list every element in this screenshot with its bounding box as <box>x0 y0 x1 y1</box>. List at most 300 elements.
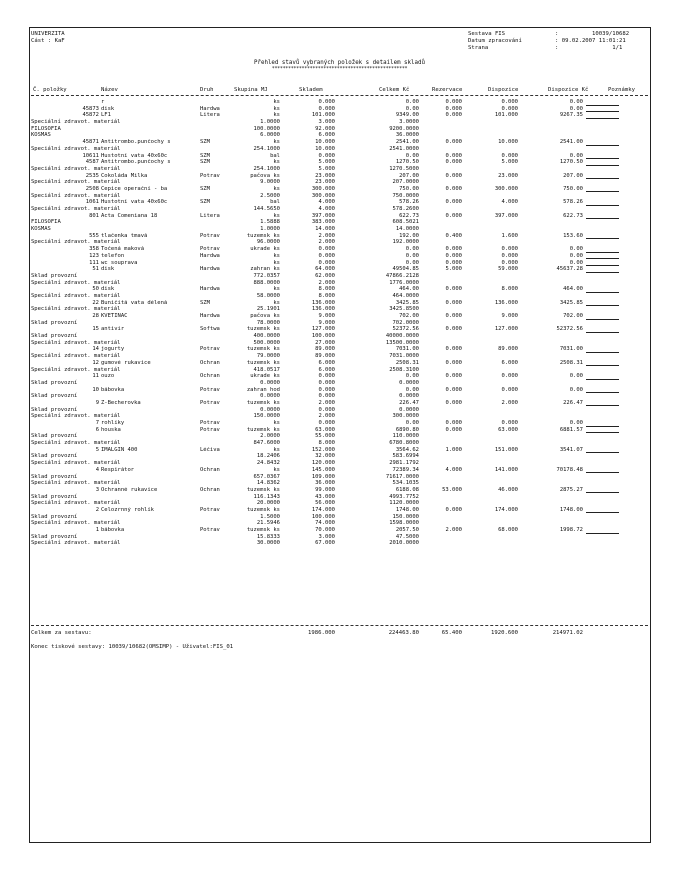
table-row <box>31 213 648 220</box>
row-celkem: 47866.2128 <box>385 272 419 279</box>
row-druh: Potrav <box>200 426 220 433</box>
table-row <box>31 199 648 206</box>
row-skladem: 136.000 <box>311 299 335 306</box>
row-celkem: 4993.7752 <box>389 493 419 500</box>
row-celkem: 1270.5000 <box>389 165 419 172</box>
row-skupina: 2.5000 <box>260 192 280 199</box>
row-skladem: 0.000 <box>318 252 335 259</box>
row-skladem: 23.000 <box>315 172 335 179</box>
row-skupina: 254.1000 <box>253 145 280 152</box>
row-code: 3 <box>95 486 99 493</box>
row-celkem: 0.00 <box>405 420 419 426</box>
total-dispozice-kc: 214971.02 <box>552 630 583 636</box>
row-skladem: 397.000 <box>311 212 335 219</box>
row-rezervace: 0.000 <box>445 139 462 146</box>
row-dispozice-kc: 70178.48 <box>556 466 583 473</box>
row-dispozice: 0.000 <box>501 386 518 393</box>
table-subrow <box>31 407 648 414</box>
table-row <box>31 112 648 119</box>
row-dispozice: 0.000 <box>501 152 518 159</box>
row-dispozice: 0.000 <box>501 259 518 266</box>
table-subrow <box>31 413 648 420</box>
row-name: Z-Becherovka <box>101 399 141 406</box>
row-skupina: ks <box>273 252 280 259</box>
row-skupina: tuzemsk ks <box>246 527 280 533</box>
row-skupina: 58.0000 <box>256 292 280 299</box>
row-skupina: ukrade ks <box>250 373 280 380</box>
row-note-line <box>586 233 619 240</box>
row-code: Speciální zdravot. materiál <box>31 239 121 246</box>
row-skladem: 64.000 <box>315 266 335 273</box>
row-skupina: 15.8333 <box>256 533 280 540</box>
row-code: 22 <box>92 299 99 306</box>
row-skupina: 96.0000 <box>256 239 280 246</box>
row-druh: SZM <box>200 159 210 166</box>
row-code: Sklad provozní <box>31 433 78 440</box>
row-dispozice: 0.000 <box>501 105 518 112</box>
table-subrow <box>31 166 648 173</box>
row-celkem: 40000.0000 <box>385 333 419 340</box>
row-druh: Hardwa <box>200 266 220 273</box>
row-dispozice: 10.000 <box>498 139 518 146</box>
row-rezervace: 0.000 <box>445 506 462 513</box>
row-note-line <box>586 360 619 367</box>
row-skupina: zahran ks <box>250 266 280 273</box>
row-celkem: 9349.00 <box>395 112 419 119</box>
table-subrow <box>31 520 648 527</box>
row-name: Buničitá vata délená <box>101 299 168 306</box>
row-skladem: 32.000 <box>315 453 335 460</box>
table-row <box>31 286 648 293</box>
row-celkem: 750.0000 <box>392 192 419 199</box>
row-skupina: 888.0000 <box>253 279 280 286</box>
row-dispozice-kc: 578.26 <box>563 199 583 206</box>
table-subrow <box>31 460 648 467</box>
row-skladem: 2.000 <box>318 279 335 286</box>
row-skladem: 109.000 <box>311 473 335 480</box>
row-skupina: ks <box>273 212 280 219</box>
table-subrow <box>31 306 648 313</box>
part-label: Cást : KaF <box>31 38 65 44</box>
row-note-line <box>586 153 619 160</box>
row-skupina: 79.0000 <box>256 353 280 360</box>
table-subrow <box>31 293 648 300</box>
row-dispozice-kc: 0.00 <box>569 420 583 426</box>
row-note-line <box>586 447 619 454</box>
row-name: disk <box>101 105 115 112</box>
row-skupina: 0.0000 <box>260 379 280 386</box>
row-note-line <box>586 139 619 146</box>
row-dispozice-kc: 464.00 <box>563 286 583 293</box>
row-skladem: 2.000 <box>318 239 335 246</box>
row-skladem: 120.000 <box>311 460 335 467</box>
strana-value: : 1/1 <box>555 45 623 51</box>
row-name: antivir <box>101 326 125 333</box>
row-skladem: 2.000 <box>318 232 335 239</box>
row-druh: Ochran <box>200 466 220 473</box>
row-code: 111 <box>89 259 99 266</box>
row-skladem: 383.000 <box>311 219 335 226</box>
row-dispozice: 151.000 <box>494 446 518 453</box>
row-celkem: 578.26 <box>399 199 419 206</box>
row-code: Speciální zdravot. materiál <box>31 145 121 152</box>
row-skupina: 1.0000 <box>260 226 280 233</box>
row-rezervace: 0.000 <box>445 212 462 219</box>
row-skladem: 0.000 <box>318 99 335 105</box>
row-dispozice-kc: 2508.31 <box>559 359 583 366</box>
row-name: IMALGIN 400 <box>101 446 138 453</box>
row-skupina: ks <box>273 159 280 166</box>
sestava-label: Sestava FIS <box>468 31 506 37</box>
row-rezervace: 0.000 <box>445 246 462 253</box>
row-rezervace: 0.000 <box>445 105 462 112</box>
row-code: Speciální zdravot. materiál <box>31 279 121 286</box>
row-note-line <box>586 400 619 407</box>
row-celkem: 2541.00 <box>395 139 419 146</box>
row-dispozice-kc: 750.00 <box>563 185 583 192</box>
row-celkem: 702.00 <box>399 313 419 319</box>
row-celkem: 608.5021 <box>392 219 419 226</box>
column-header-row <box>31 86 648 94</box>
table-subrow <box>31 146 648 153</box>
row-note-line <box>586 159 619 166</box>
row-skladem: 6.000 <box>318 359 335 366</box>
row-note-line <box>586 427 619 434</box>
row-dispozice-kc: 3541.07 <box>559 446 583 453</box>
row-druh: Litera <box>200 212 220 219</box>
table-row <box>31 487 648 494</box>
sestava-value: : 10039/10682 <box>555 31 630 37</box>
row-dispozice-kc: 7031.00 <box>559 346 583 353</box>
row-dispozice: 0.000 <box>501 252 518 259</box>
row-note-line <box>586 387 619 394</box>
row-name: Točená maková <box>101 246 145 253</box>
row-dispozice: 0.000 <box>501 246 518 253</box>
row-skladem: 0.000 <box>318 379 335 386</box>
table-subrow <box>31 453 648 460</box>
row-note-line <box>586 326 619 333</box>
row-code: 2508 <box>85 185 99 192</box>
row-skupina: 2.0000 <box>260 433 280 440</box>
table-subrow <box>31 119 648 126</box>
row-dispozice-kc: 0.00 <box>569 259 583 266</box>
row-name: ouzo <box>101 373 115 380</box>
row-skupina: 6.0000 <box>260 132 280 139</box>
row-note-line <box>586 253 619 260</box>
row-skupina: 1.5888 <box>260 219 280 226</box>
table-subrow <box>31 333 648 340</box>
row-code: FILOSOFIA <box>31 125 61 132</box>
row-rezervace: 2.000 <box>445 527 462 533</box>
row-celkem: 750.00 <box>399 185 419 192</box>
row-skupina: 9.0000 <box>260 179 280 186</box>
row-code: 15 <box>92 326 99 333</box>
row-skupina: 772.0357 <box>253 272 280 279</box>
row-code: Speciální zdravot. materiál <box>31 460 121 467</box>
row-celkem: 110.0000 <box>392 433 419 440</box>
row-skupina: 847.6000 <box>253 440 280 447</box>
row-skladem: 89.000 <box>315 353 335 360</box>
row-code: Speciální zdravot. materiál <box>31 179 121 186</box>
row-name: houska <box>101 426 121 433</box>
row-celkem: 0.0000 <box>399 379 419 386</box>
row-skupina: tuzemsk ks <box>246 232 280 239</box>
row-skupina: ks <box>273 185 280 192</box>
row-celkem: 52372.56 <box>392 326 419 333</box>
table-subrow <box>31 226 648 233</box>
row-code: 45871 <box>82 139 99 146</box>
row-skupina: tuzemsk ks <box>246 426 280 433</box>
total-dispozice: 1920.600 <box>491 630 518 636</box>
total-celkem: 224463.80 <box>388 630 419 636</box>
row-celkem: 702.0000 <box>392 319 419 326</box>
row-celkem: 2508.3100 <box>389 366 419 373</box>
row-celkem: 583.6994 <box>392 453 419 460</box>
report-title-underline: ************************************************** <box>271 66 408 72</box>
row-skupina: ks <box>273 446 280 453</box>
row-skladem: 6.000 <box>318 132 335 139</box>
row-code: Speciální zdravot. materiál <box>31 413 121 420</box>
row-code: KOSMAS <box>31 226 51 233</box>
table-row <box>31 420 648 427</box>
row-celkem: 2508.31 <box>395 359 419 366</box>
row-skupina: pačova ks <box>250 313 280 319</box>
row-skladem: 4.000 <box>318 206 335 212</box>
row-note-line <box>586 186 619 193</box>
row-druh: Léčiva <box>200 446 220 453</box>
row-celkem: 207.0000 <box>392 179 419 186</box>
row-skladem: 0.000 <box>318 105 335 112</box>
row-skladem: 0.000 <box>318 420 335 426</box>
row-skladem: 70.000 <box>315 527 335 533</box>
row-code: 123 <box>89 252 99 259</box>
table-subrow <box>31 219 648 226</box>
row-note-line <box>586 260 619 267</box>
row-skladem: 6.000 <box>318 366 335 373</box>
row-skupina: 100.0000 <box>253 125 280 132</box>
row-name: gumové rukavice <box>101 359 151 366</box>
datum-value: : 09.02.2007 11:01:21 <box>555 38 626 44</box>
row-druh: SZM <box>200 139 210 146</box>
row-celkem: 2981.1792 <box>389 460 419 467</box>
row-druh: Hardwa <box>200 105 220 112</box>
report-table <box>31 99 648 547</box>
row-celkem: 0.00 <box>405 386 419 393</box>
row-dispozice: 101.000 <box>494 112 518 119</box>
row-skladem: 36.000 <box>315 480 335 487</box>
row-dispozice-kc: 0.00 <box>569 373 583 380</box>
row-dispozice: 136.000 <box>494 299 518 306</box>
col-druh: Druh <box>200 87 214 93</box>
row-skladem: 56.000 <box>315 500 335 507</box>
row-code: Sklad provozní <box>31 473 78 480</box>
row-note-line <box>586 199 619 206</box>
total-row <box>31 629 648 637</box>
row-skladem: 0.000 <box>318 406 335 413</box>
row-skladem: 92.000 <box>315 125 335 132</box>
row-code: Sklad provozní <box>31 513 78 520</box>
row-code: Speciální zdravot. materiál <box>31 292 121 299</box>
row-rezervace: 53.000 <box>442 486 462 493</box>
row-name: r <box>101 99 105 105</box>
row-code: 14 <box>92 346 99 353</box>
row-celkem: 13500.0000 <box>385 339 419 346</box>
row-name: LF1 <box>101 112 111 119</box>
row-skupina: ks <box>273 466 280 473</box>
row-druh: Potrav <box>200 346 220 353</box>
row-celkem: 0.00 <box>405 373 419 380</box>
row-celkem: 0.0000 <box>399 406 419 413</box>
row-skladem: 27.000 <box>315 339 335 346</box>
total-skladem: 1986.000 <box>308 630 335 636</box>
row-druh: SZM <box>200 299 210 306</box>
table-row <box>31 139 648 146</box>
row-dispozice-kc: 9267.35 <box>559 112 583 119</box>
row-code: Speciální zdravot. materiál <box>31 339 121 346</box>
row-skladem: 99.000 <box>315 486 335 493</box>
table-subrow <box>31 540 648 547</box>
row-dispozice-kc: 0.00 <box>569 386 583 393</box>
total-rule <box>31 625 648 626</box>
row-dispozice-kc: 153.60 <box>563 232 583 239</box>
table-row <box>31 373 648 380</box>
row-dispozice-kc: 2541.00 <box>559 139 583 146</box>
table-row <box>31 159 648 166</box>
row-celkem: 578.2600 <box>392 206 419 212</box>
row-dispozice-kc: 52372.56 <box>556 326 583 333</box>
table-row <box>31 387 648 394</box>
row-code: Sklad provozní <box>31 406 78 413</box>
row-celkem: 36.0000 <box>395 132 419 139</box>
table-subrow <box>31 534 648 541</box>
row-celkem: 14.0000 <box>395 226 419 233</box>
table-row <box>31 326 648 333</box>
table-subrow <box>31 500 648 507</box>
row-skladem: 0.000 <box>318 373 335 380</box>
row-skladem: 0.000 <box>318 152 335 159</box>
row-dispozice-kc: 622.73 <box>563 212 583 219</box>
row-skladem: 4.000 <box>318 199 335 206</box>
row-celkem: 464.0000 <box>392 292 419 299</box>
row-code: Sklad provozní <box>31 319 78 326</box>
row-code: Speciální zdravot. materiál <box>31 540 121 547</box>
row-rezervace: 0.000 <box>445 259 462 266</box>
row-skupina: 0.0000 <box>260 406 280 413</box>
table-row <box>31 507 648 514</box>
row-rezervace: 0.000 <box>445 159 462 166</box>
row-skupina: tuzemsk ks <box>246 359 280 366</box>
row-skladem: 9.000 <box>318 313 335 319</box>
row-dispozice: 4.000 <box>501 199 518 206</box>
row-skupina: ks <box>273 99 280 105</box>
row-dispozice-kc: 2875.27 <box>559 486 583 493</box>
row-rezervace: 0.000 <box>445 386 462 393</box>
table-row <box>31 99 648 106</box>
total-label: Celkem za sestavu: <box>31 630 92 636</box>
row-dispozice: 127.000 <box>494 326 518 333</box>
row-skupina: ks <box>273 420 280 426</box>
row-code: 51 <box>92 266 99 273</box>
row-note-line <box>586 266 619 273</box>
row-skladem: 43.000 <box>315 493 335 500</box>
row-skupina: 14.8362 <box>256 480 280 487</box>
row-druh: Potrav <box>200 527 220 533</box>
row-skladem: 62.000 <box>315 272 335 279</box>
row-name: tlačenka tmavá <box>101 232 148 239</box>
row-rezervace: 0.400 <box>445 232 462 239</box>
row-code: Speciální zdravot. materiál <box>31 306 121 313</box>
row-skladem: 14.000 <box>315 226 335 233</box>
row-skladem: 100.000 <box>311 333 335 340</box>
row-skupina: zahran hod <box>246 386 280 393</box>
row-druh: SZM <box>200 199 210 206</box>
row-dispozice: 23.000 <box>498 172 518 179</box>
row-code: 5 <box>95 446 99 453</box>
row-dispozice-kc: 702.00 <box>563 313 583 319</box>
table-subrow <box>31 433 648 440</box>
table-row <box>31 427 648 434</box>
row-skladem: 8.000 <box>318 440 335 447</box>
row-name: jogurty <box>101 346 125 353</box>
row-note-line <box>586 112 619 119</box>
row-code: 1 <box>95 527 99 533</box>
row-celkem: 0.0000 <box>399 393 419 400</box>
table-row <box>31 346 648 353</box>
row-name: Hustotní vata 40x60c <box>101 199 168 206</box>
row-druh: Potrav <box>200 420 220 426</box>
row-note-line <box>586 467 619 474</box>
row-name: Antitrombo.punčochy s <box>101 159 171 166</box>
row-druh: Potrav <box>200 399 220 406</box>
row-skladem: 300.000 <box>311 192 335 199</box>
table-subrow <box>31 206 648 213</box>
row-celkem: 2541.0000 <box>389 145 419 152</box>
row-skupina: 78.0000 <box>256 319 280 326</box>
row-rezervace: 5.000 <box>445 266 462 273</box>
row-skladem: 63.000 <box>315 426 335 433</box>
row-code: Sklad provozní <box>31 493 78 500</box>
row-celkem: 226.47 <box>399 399 419 406</box>
row-code: 10611 <box>82 152 99 159</box>
row-rezervace: 0.000 <box>445 299 462 306</box>
row-dispozice: 174.000 <box>494 506 518 513</box>
table-subrow <box>31 380 648 387</box>
row-name: Respirátor <box>101 466 135 473</box>
col-celkem: Celkem Kč <box>379 87 410 93</box>
row-code: Speciální zdravot. materiál <box>31 500 121 507</box>
row-dispozice: 8.000 <box>501 286 518 293</box>
row-note-line <box>586 99 619 106</box>
table-subrow <box>31 273 648 280</box>
row-skupina: pačova ks <box>250 172 280 179</box>
row-skupina: 418.0517 <box>253 366 280 373</box>
row-skupina: ks <box>273 286 280 293</box>
table-subrow <box>31 480 648 487</box>
row-note-line <box>586 286 619 293</box>
row-dispozice-kc: 0.00 <box>569 152 583 159</box>
table-subrow <box>31 239 648 246</box>
col-rezervace: Rezervace <box>432 87 463 93</box>
row-note-line <box>586 173 619 180</box>
row-dispozice: 0.000 <box>501 373 518 380</box>
row-code: Speciální zdravot. materiál <box>31 480 121 487</box>
row-skupina: 116.1343 <box>253 493 280 500</box>
row-note-line <box>586 420 619 427</box>
row-celkem: 47.5000 <box>395 533 419 540</box>
row-note-line <box>586 313 619 320</box>
row-name: Acta Comeniana 18 <box>101 212 158 219</box>
row-code: Speciální zdravot. materiál <box>31 165 121 172</box>
